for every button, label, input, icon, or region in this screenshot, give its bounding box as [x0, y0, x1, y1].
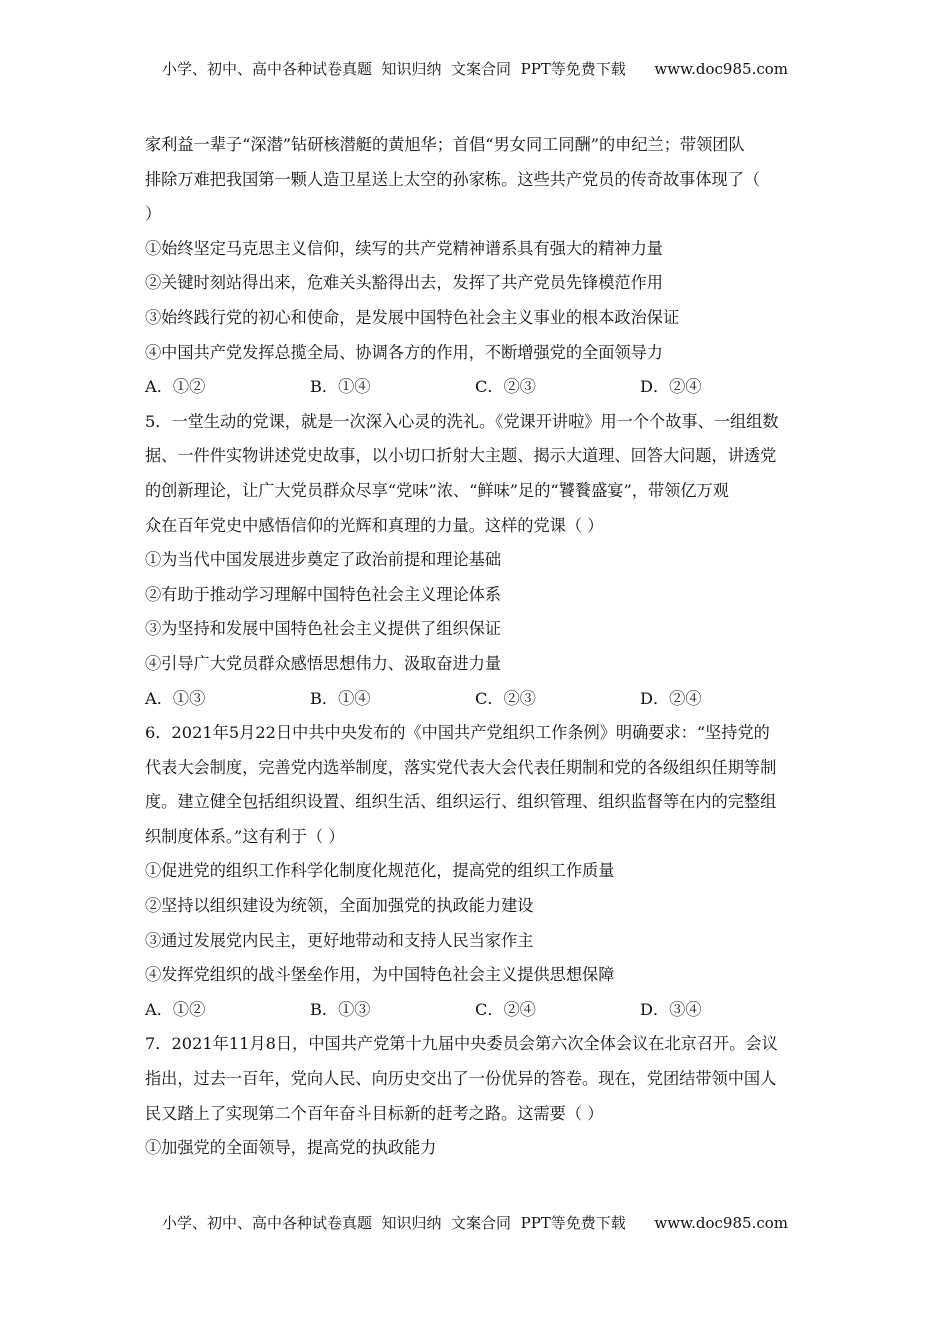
option-b: B．①④ — [310, 688, 371, 708]
statement-item: ②关键时刻站得出来，危难关头豁得出去，发挥了共产党员先锋模范作用 — [145, 273, 663, 293]
answer-options — [145, 682, 810, 717]
question-line: 度。建立健全包括组织设置、组织生活、组织运行、组织管理、组织监督等在内的完整组 — [145, 792, 777, 812]
statement-item: ①加强党的全面领导，提高党的执政能力 — [145, 1138, 437, 1158]
statement-item: ③通过发展党内民主，更好地带动和支持人民当家作主 — [145, 930, 534, 950]
question-line: 指出，过去一百年，党向人民、向历史交出了一份优异的答卷。现在，党团结带领中国人 — [145, 1069, 777, 1089]
statement-item: ③为坚持和发展中国特色社会主义提供了组织保证 — [145, 619, 502, 639]
option-c: C．②③ — [475, 688, 536, 708]
question-line: 织制度体系。”这有利于（ ） — [145, 826, 345, 846]
option-c: C．②③ — [475, 377, 536, 397]
option-b: B．①④ — [310, 377, 371, 397]
answer-options — [145, 993, 810, 1028]
question-line: 7．2021年11月8日，中国共产党第十九届中央委员会第六次全体会议在北京召开。会议 — [145, 1034, 778, 1054]
page-header: 小学、初中、高中各种试卷真题 知识归纳 文案合同 PPT等免费下载 www.doc985.com — [161, 60, 788, 78]
document-body — [145, 128, 810, 1166]
option-a: A．①② — [145, 999, 206, 1019]
question-line: 民又踏上了实现第二个百年奋斗目标新的赶考之路。这需要（ ） — [145, 1103, 604, 1123]
question-line: 据、一件件实物讲述党史故事，以小切口折射大主题、揭示大道理、回答大问题，讲透党 — [145, 446, 777, 466]
question-line: 家利益一辈子“深潜”钻研核潜艇的黄旭华；首倡“男女同工同酬”的申纪兰；带领团队 — [145, 135, 745, 154]
option-d: D．②④ — [640, 688, 702, 708]
option-d: D．②④ — [640, 377, 702, 397]
question-line: ） — [145, 204, 162, 224]
statement-item: ②坚持以组织建设为统领，全面加强党的执政能力建设 — [145, 896, 534, 916]
option-a: A．①② — [145, 377, 206, 397]
question-line: 6．2021年5月22日中共中央发布的《中国共产党组织工作条例》明确要求：“坚持党的 — [145, 723, 770, 743]
option-c: C．②④ — [475, 999, 536, 1019]
question-line: 的创新理论，让广大党员群众尽享“党味”浓、“鲜味”足的“饕餮盛宴”，带领亿万观 — [145, 480, 729, 500]
question-line: 代表大会制度，完善党内选举制度，落实党代表大会代表任期制和党的各级组织任期等制 — [145, 757, 777, 777]
statement-item: ④中国共产党发挥总揽全局、协调各方的作用，不断增强党的全面领导力 — [145, 342, 663, 362]
statement-item: ④引导广大党员群众感悟思想伟力、汲取奋进力量 — [145, 653, 502, 673]
statement-item: ③始终践行党的初心和使命，是发展中国特色社会主义事业的根本政治保证 — [145, 307, 680, 327]
statement-item: ②有助于推动学习理解中国特色社会主义理论体系 — [145, 584, 502, 604]
question-line: 5．一堂生动的党课，就是一次深入心灵的洗礼。《党课开讲啦》用一个个故事、一组组数 — [145, 411, 779, 431]
statement-item: ①为当代中国发展进步奠定了政治前提和理论基础 — [145, 550, 502, 570]
question-line: 排除万难把我国第一颗人造卫星送上太空的孙家栋。这些共产党员的传奇故事体现了（ — [145, 169, 761, 189]
option-b: B．①③ — [310, 999, 371, 1019]
statement-item: ①促进党的组织工作科学化制度化规范化，提高党的组织工作质量 — [145, 861, 615, 881]
option-a: A．①③ — [145, 688, 206, 708]
page-footer: 小学、初中、高中各种试卷真题 知识归纳 文案合同 PPT等免费下载 www.doc985.com — [161, 1214, 788, 1232]
question-line: 众在百年党史中感悟信仰的光辉和真理的力量。这样的党课（ ） — [145, 515, 604, 535]
answer-options — [145, 370, 810, 405]
option-d: D．③④ — [640, 999, 702, 1019]
statement-item: ④发挥党组织的战斗堡垒作用，为中国特色社会主义提供思想保障 — [145, 965, 615, 985]
statement-item: ①始终坚定马克思主义信仰，续写的共产党精神谱系具有强大的精神力量 — [145, 238, 663, 258]
